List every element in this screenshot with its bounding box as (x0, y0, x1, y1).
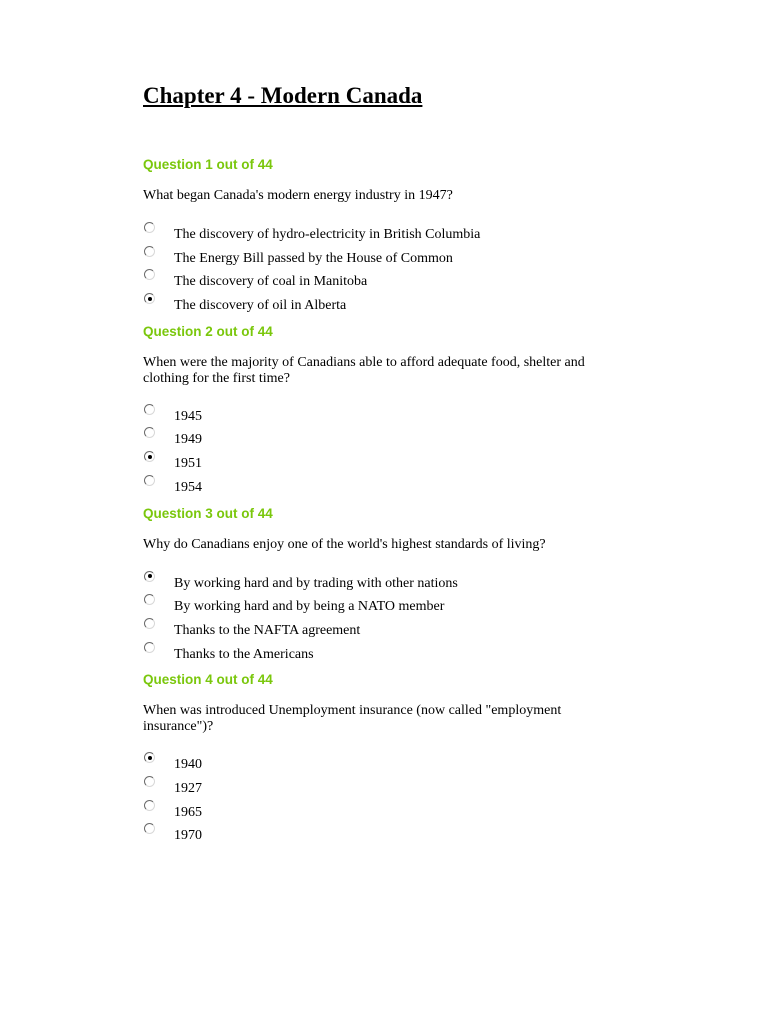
question-heading: Question 2 out of 44 (143, 323, 273, 339)
radio-button[interactable] (144, 269, 155, 280)
radio-button[interactable] (144, 222, 155, 233)
answer-label[interactable]: The discovery of hydro-electricity in British Columbia (174, 227, 481, 242)
answer-option[interactable] (143, 432, 623, 456)
question-text: Why do Canadians enjoy one of the world's highest standards of living? (143, 536, 546, 552)
answer-label[interactable]: 1951 (174, 456, 202, 472)
radio-button[interactable] (144, 776, 155, 787)
question-heading: Question 4 out of 44 (143, 672, 273, 688)
question-text: What began Canada's modern energy industry in 1947? (143, 188, 453, 203)
question-2 (143, 324, 623, 504)
answer-option[interactable] (143, 274, 623, 298)
answer-label[interactable]: The Energy Bill passed by the House of Common (174, 250, 453, 266)
question-heading: Question 1 out of 44 (143, 157, 273, 172)
question-heading: Question 3 out of 44 (143, 505, 273, 521)
question-text: When were the majority of Canadians able to afford adequate food, shelter and clothing for the first time? (143, 354, 585, 386)
answer-label[interactable]: Thanks to the Americans (174, 646, 314, 662)
answer-label[interactable]: By working hard and by being a NATO member (174, 599, 445, 615)
answer-option[interactable] (143, 456, 623, 480)
answer-label[interactable]: Thanks to the NAFTA agreement (174, 622, 361, 638)
answer-label[interactable]: 1949 (174, 432, 202, 448)
answer-option[interactable] (143, 251, 623, 275)
radio-button[interactable] (144, 427, 155, 438)
answer-options (143, 576, 623, 671)
answer-label[interactable]: The discovery of oil in Alberta (174, 298, 347, 314)
answer-option[interactable] (143, 647, 623, 671)
answer-option[interactable] (143, 828, 623, 852)
answer-option[interactable] (143, 227, 623, 251)
radio-button[interactable] (144, 800, 155, 811)
radio-button[interactable] (144, 752, 155, 763)
answer-option[interactable] (143, 576, 623, 600)
answer-label[interactable]: 1965 (174, 804, 202, 820)
answer-option[interactable] (143, 298, 623, 322)
answer-option[interactable] (143, 781, 623, 805)
question-3 (143, 506, 623, 671)
answer-label[interactable]: 1927 (174, 780, 202, 796)
radio-button[interactable] (144, 571, 155, 582)
answer-options (143, 757, 623, 852)
answer-label[interactable]: 1940 (174, 757, 202, 773)
radio-button[interactable] (144, 451, 155, 462)
answer-label[interactable]: 1945 (174, 408, 202, 424)
radio-button[interactable] (144, 293, 155, 304)
answer-label[interactable]: By working hard and by trading with other nations (174, 575, 458, 591)
radio-button[interactable] (144, 475, 155, 486)
radio-button[interactable] (144, 642, 155, 653)
answer-option[interactable] (143, 623, 623, 647)
answer-label[interactable]: 1970 (174, 828, 202, 844)
quiz-page (143, 82, 623, 852)
answer-options (143, 227, 623, 322)
answer-label[interactable]: 1954 (174, 479, 202, 495)
question-1 (143, 157, 623, 322)
question-text: When was introduced Unemployment insurance (now called "employment insurance")? (143, 703, 562, 735)
page-title: Chapter 4 - Modern Canada (143, 83, 423, 108)
answer-option[interactable] (143, 409, 623, 433)
answer-option[interactable] (143, 599, 623, 623)
answer-label[interactable]: The discovery of coal in Manitoba (174, 274, 368, 290)
answer-option[interactable] (143, 480, 623, 504)
answer-option[interactable] (143, 757, 623, 781)
radio-button[interactable] (144, 404, 155, 415)
answer-option[interactable] (143, 805, 623, 829)
answer-options (143, 409, 623, 504)
radio-button[interactable] (144, 823, 155, 834)
radio-button[interactable] (144, 618, 155, 629)
radio-button[interactable] (144, 594, 155, 605)
radio-button[interactable] (144, 246, 155, 257)
question-4 (143, 672, 623, 852)
